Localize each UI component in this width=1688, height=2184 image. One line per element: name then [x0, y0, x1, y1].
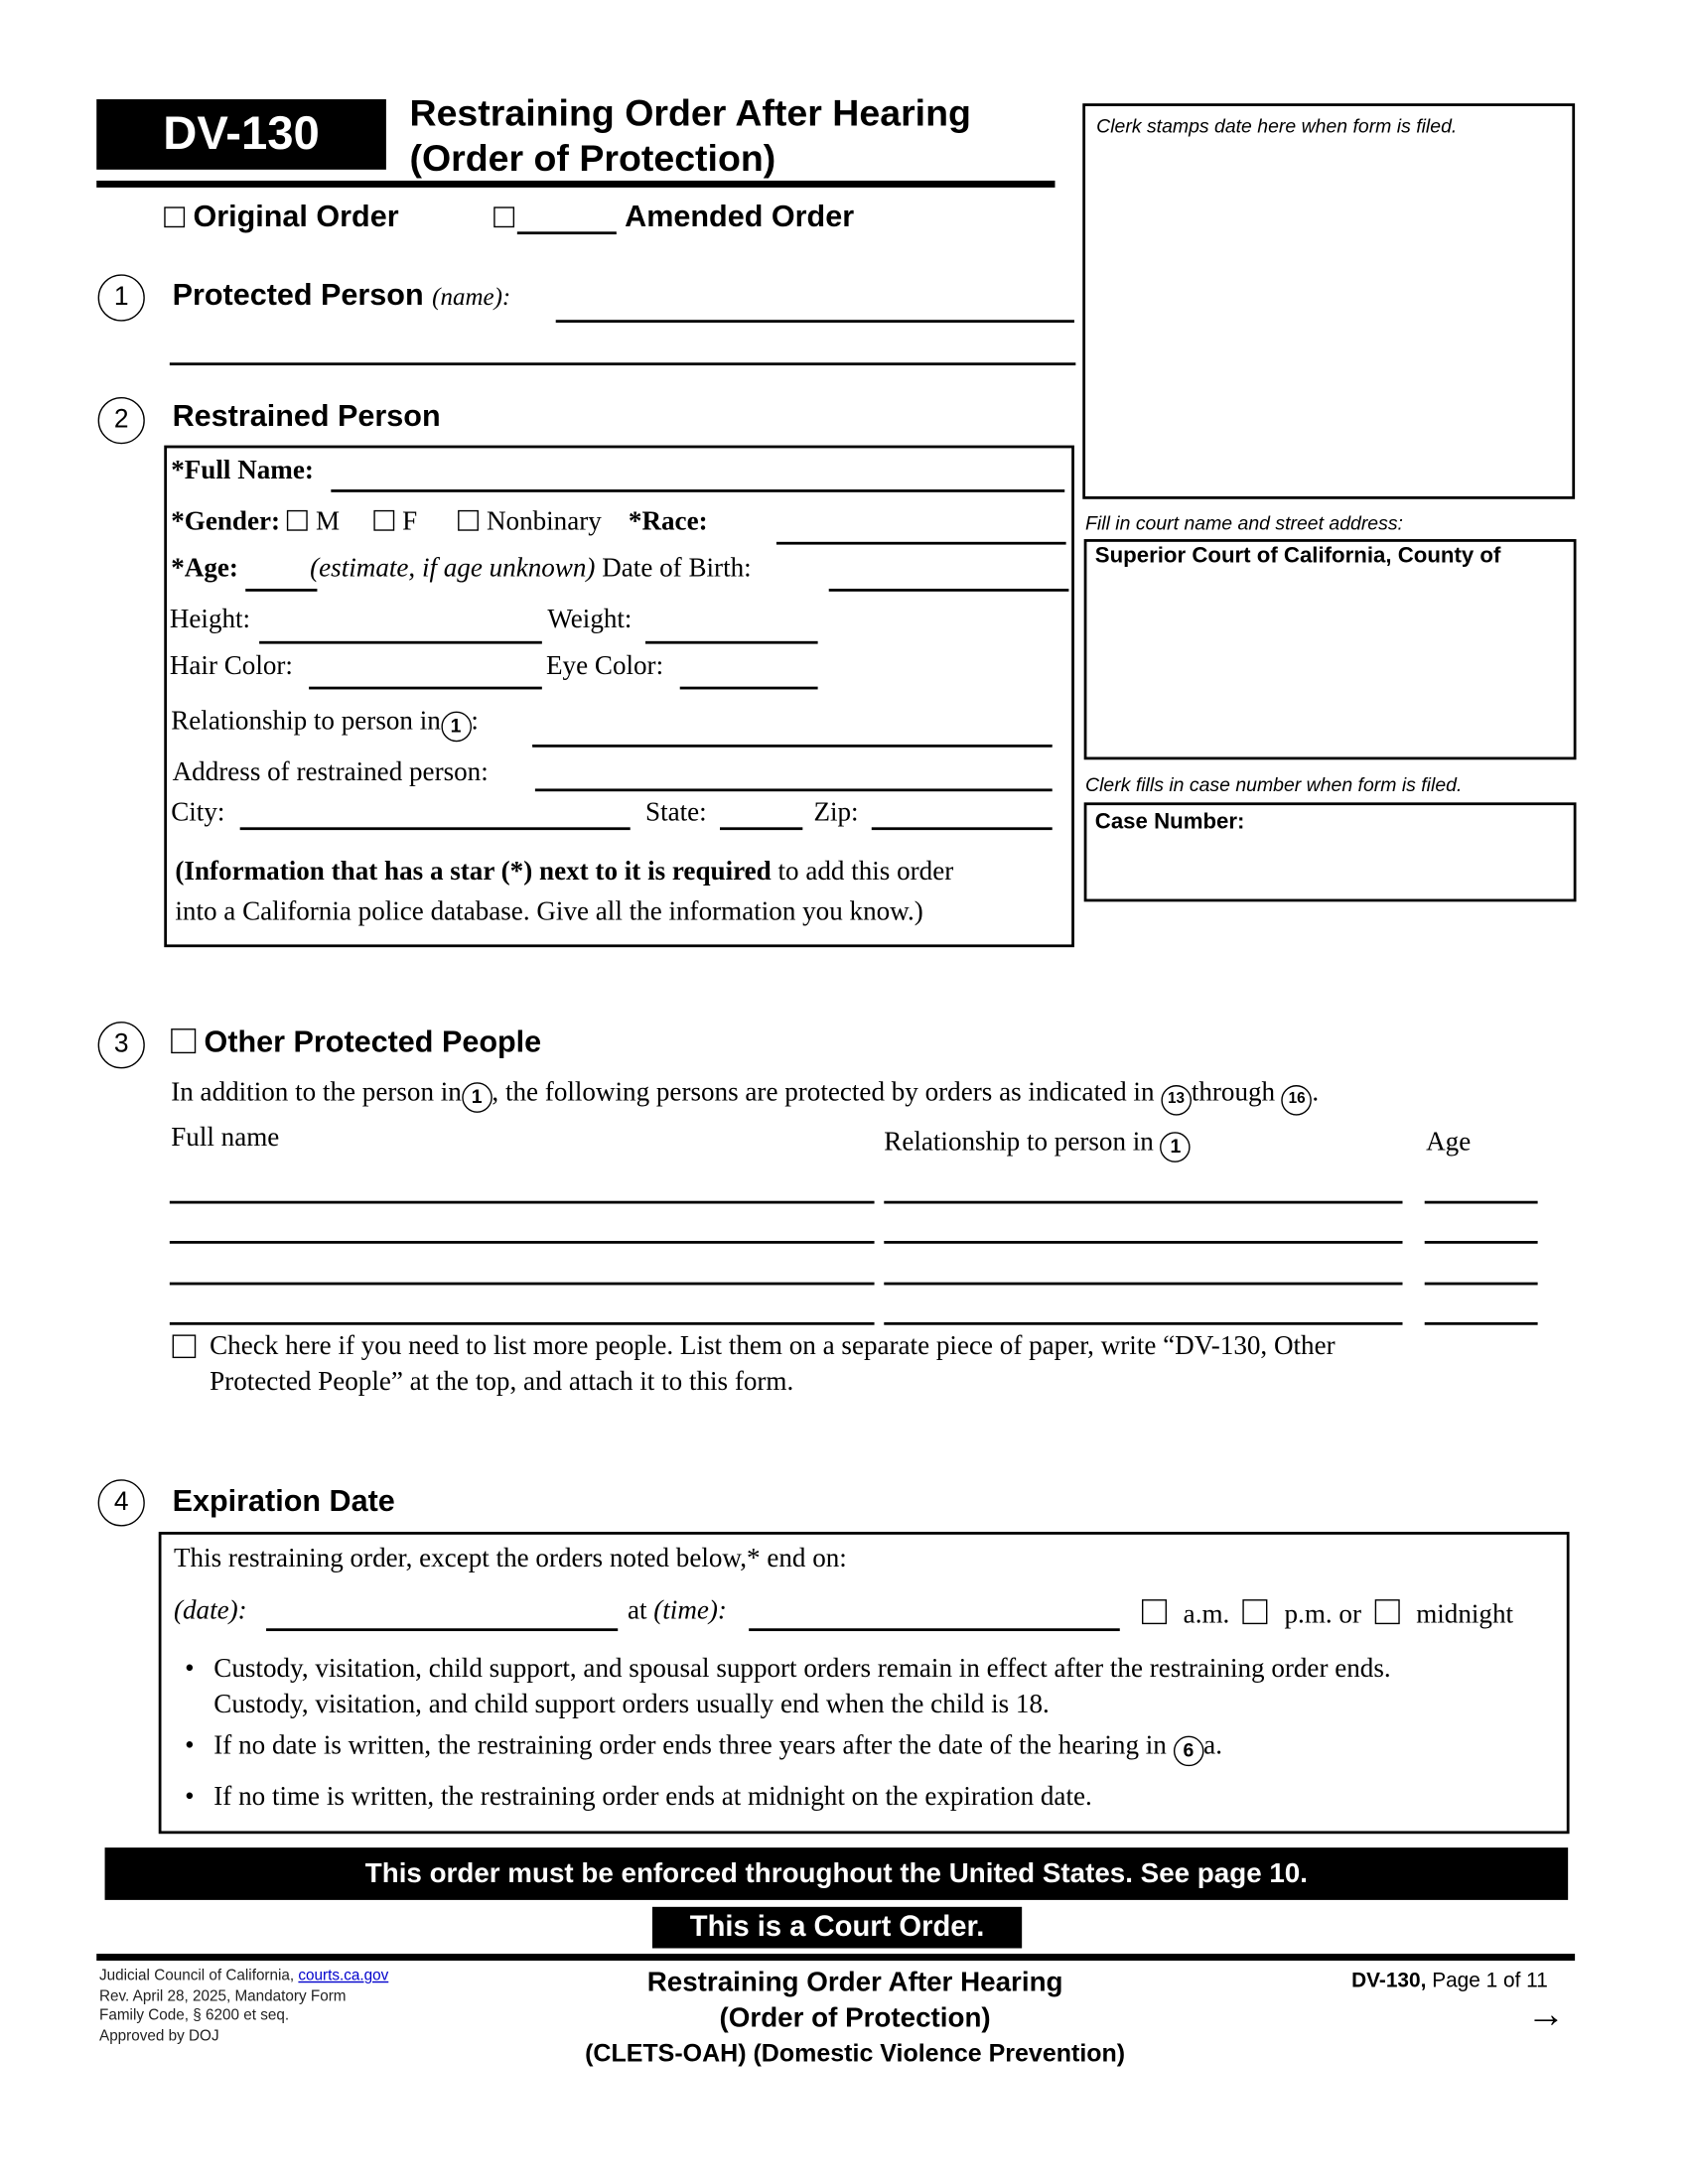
midnight-checkbox[interactable]: [1375, 1599, 1400, 1624]
court-address-label: Fill in court name and street address:: [1085, 511, 1403, 534]
section-4-number: 4: [98, 1479, 145, 1526]
amended-order-label: Amended Order: [625, 199, 855, 233]
address-field[interactable]: [535, 788, 1053, 791]
gender-row: *Gender: M F Nonbinary *Race:: [171, 507, 708, 537]
eye-color-field[interactable]: [680, 687, 818, 690]
required-info-note: (Information that has a star (*) next to it is required to add this order into a California police database. Give all the information you know.): [175, 857, 954, 927]
section-3-title[interactable]: Other Protected People: [171, 1024, 541, 1060]
bullet-no-time: • If no time is written, the restraining order ends at midnight on the expiration date.: [185, 1782, 1092, 1813]
item-13-reference-icon: 13: [1161, 1085, 1192, 1116]
other-person-relationship-field[interactable]: [884, 1283, 1402, 1286]
section-2-number: 2: [98, 397, 145, 444]
gender-f-checkbox[interactable]: [373, 510, 394, 531]
original-order-option[interactable]: [164, 199, 398, 234]
gender-nonbinary-checkbox[interactable]: [458, 510, 479, 531]
date-of-birth-field[interactable]: [829, 589, 1069, 592]
expiration-date-field[interactable]: [266, 1628, 618, 1631]
weight-label: Weight:: [547, 605, 633, 634]
courts-link[interactable]: courts.ca.gov: [298, 1967, 389, 1984]
age-row: *Age: (estimate, if age unknown) Date of Birth:: [171, 554, 752, 584]
other-person-age-field[interactable]: [1425, 1322, 1538, 1325]
amended-order-option[interactable]: [493, 199, 854, 234]
height-field[interactable]: [259, 641, 542, 644]
full-name-field[interactable]: [331, 489, 1064, 492]
page-number: DV-130, Page 1 of 11: [1351, 1969, 1548, 1992]
other-person-name-field[interactable]: [170, 1241, 875, 1244]
date-label: (date):: [174, 1596, 247, 1626]
hair-color-field[interactable]: [309, 687, 542, 690]
city-field[interactable]: [240, 827, 631, 830]
case-number-label: Case Number:: [1094, 810, 1245, 835]
other-person-name-field[interactable]: [170, 1201, 875, 1204]
zip-field[interactable]: [872, 827, 1053, 830]
case-number-note: Clerk fills in case number when form is filed.: [1085, 773, 1463, 796]
other-person-name-field[interactable]: [170, 1322, 875, 1325]
item-16-reference-icon: 16: [1282, 1085, 1313, 1116]
relationship-field[interactable]: [532, 745, 1053, 748]
form-title-line1: Restraining Order After Hearing: [409, 92, 971, 134]
city-label: City:: [171, 798, 225, 828]
next-page-arrow-icon[interactable]: →: [1526, 1991, 1566, 2036]
enforcement-banner: This order must be enforced throughout the United States. See page 10.: [105, 1847, 1569, 1900]
footer-info: Judicial Council of California, courts.ca.gov Rev. April 28, 2025, Mandatory Form Family Code, § 6200 et seq. Approved by DOJ: [99, 1967, 389, 2045]
section-3-intro: In addition to the person in 1 , the following persons are protected by orders as indicated in 13 through 16 .: [171, 1078, 1319, 1116]
race-field[interactable]: [776, 542, 1066, 545]
item-1-reference-icon: 1: [1161, 1132, 1192, 1162]
item-1-reference-icon: 1: [441, 712, 472, 743]
state-field[interactable]: [720, 827, 802, 830]
section-2-title: Restrained Person: [172, 398, 441, 434]
other-person-age-field[interactable]: [1425, 1241, 1538, 1244]
form-title: [410, 91, 971, 183]
court-order-banner: This is a Court Order.: [652, 1907, 1022, 1949]
time-period-options: a.m. p.m. or midnight: [1142, 1599, 1513, 1631]
footer-rule: [96, 1954, 1575, 1961]
expiration-time-field[interactable]: [749, 1628, 1120, 1631]
pm-checkbox[interactable]: [1243, 1599, 1268, 1624]
other-person-relationship-field[interactable]: [884, 1322, 1402, 1325]
time-label: at (time):: [627, 1596, 727, 1626]
age-field[interactable]: [245, 589, 317, 592]
state-label: State:: [645, 798, 707, 828]
original-order-checkbox[interactable]: [164, 206, 185, 227]
clerk-stamp-label: Clerk stamps date here when form is filed.: [1096, 114, 1458, 137]
address-label: Address of restrained person:: [172, 757, 489, 788]
other-person-name-field[interactable]: [170, 1283, 875, 1286]
more-people-note: Check here if you need to list more people. List them on a separate piece of paper, write “DV-130, Other Protected People” at the top, and attach it to this form.: [210, 1331, 1336, 1397]
relationship-label: Relationship to person in 1 :: [171, 708, 479, 743]
weight-field[interactable]: [645, 641, 818, 644]
am-checkbox[interactable]: [1142, 1599, 1167, 1624]
item-6-reference-icon: 6: [1174, 1736, 1204, 1767]
col-age: Age: [1426, 1128, 1472, 1158]
court-name: Superior Court of California, County of: [1094, 544, 1501, 569]
full-name-label: *Full Name:: [171, 456, 314, 485]
section-3-number: 3: [98, 1022, 145, 1068]
other-person-age-field[interactable]: [1425, 1283, 1538, 1286]
section-1-number: 1: [98, 274, 145, 321]
header-rule: [96, 181, 1055, 188]
hair-color-label: Hair Color:: [169, 651, 293, 682]
other-person-age-field[interactable]: [1425, 1201, 1538, 1204]
court-address-box[interactable]: [1084, 539, 1577, 759]
amended-number-field[interactable]: [517, 205, 617, 235]
footer-title: Restraining Order After Hearing (Order of Protection) (CLETS-OAH) (Domestic Violence Prevention): [585, 1967, 1126, 2067]
original-order-label: Original Order: [193, 199, 399, 233]
case-number-box[interactable]: [1084, 802, 1577, 901]
protected-person-name-field-2[interactable]: [170, 362, 1076, 365]
protected-person-name-field[interactable]: [556, 320, 1074, 323]
more-people-checkbox[interactable]: [173, 1334, 197, 1358]
eye-color-label: Eye Color:: [546, 651, 664, 682]
form-id-badge: DV-130: [96, 99, 386, 170]
height-label: Height:: [169, 605, 251, 634]
bullet-support-orders: • Custody, visitation, child support, and spousal support orders remain in effect after the restraining order ends. Custody, visitation, and child support orders usually end when the child is 18.: [185, 1654, 1391, 1719]
col-full-name: Full name: [171, 1123, 280, 1154]
other-protected-checkbox[interactable]: [171, 1028, 196, 1053]
amended-order-checkbox[interactable]: [493, 206, 514, 227]
section-4-title: Expiration Date: [172, 1483, 395, 1519]
bullet-no-date: • If no date is written, the restraining order ends three years after the date of the hearing in 6 a.: [185, 1731, 1222, 1766]
item-1-reference-icon: 1: [462, 1082, 492, 1113]
section-1-title: Protected Person (name):: [172, 277, 511, 312]
zip-label: Zip:: [813, 798, 859, 828]
clerk-stamp-box: [1082, 103, 1575, 499]
form-title-line2: (Order of Protection): [409, 137, 776, 180]
col-relationship: Relationship to person in 1: [884, 1128, 1191, 1162]
expiration-intro: This restraining order, except the orders noted below,* end on:: [174, 1544, 847, 1573]
other-person-relationship-field[interactable]: [884, 1201, 1402, 1204]
gender-m-checkbox[interactable]: [287, 510, 308, 531]
other-person-relationship-field[interactable]: [884, 1241, 1402, 1244]
